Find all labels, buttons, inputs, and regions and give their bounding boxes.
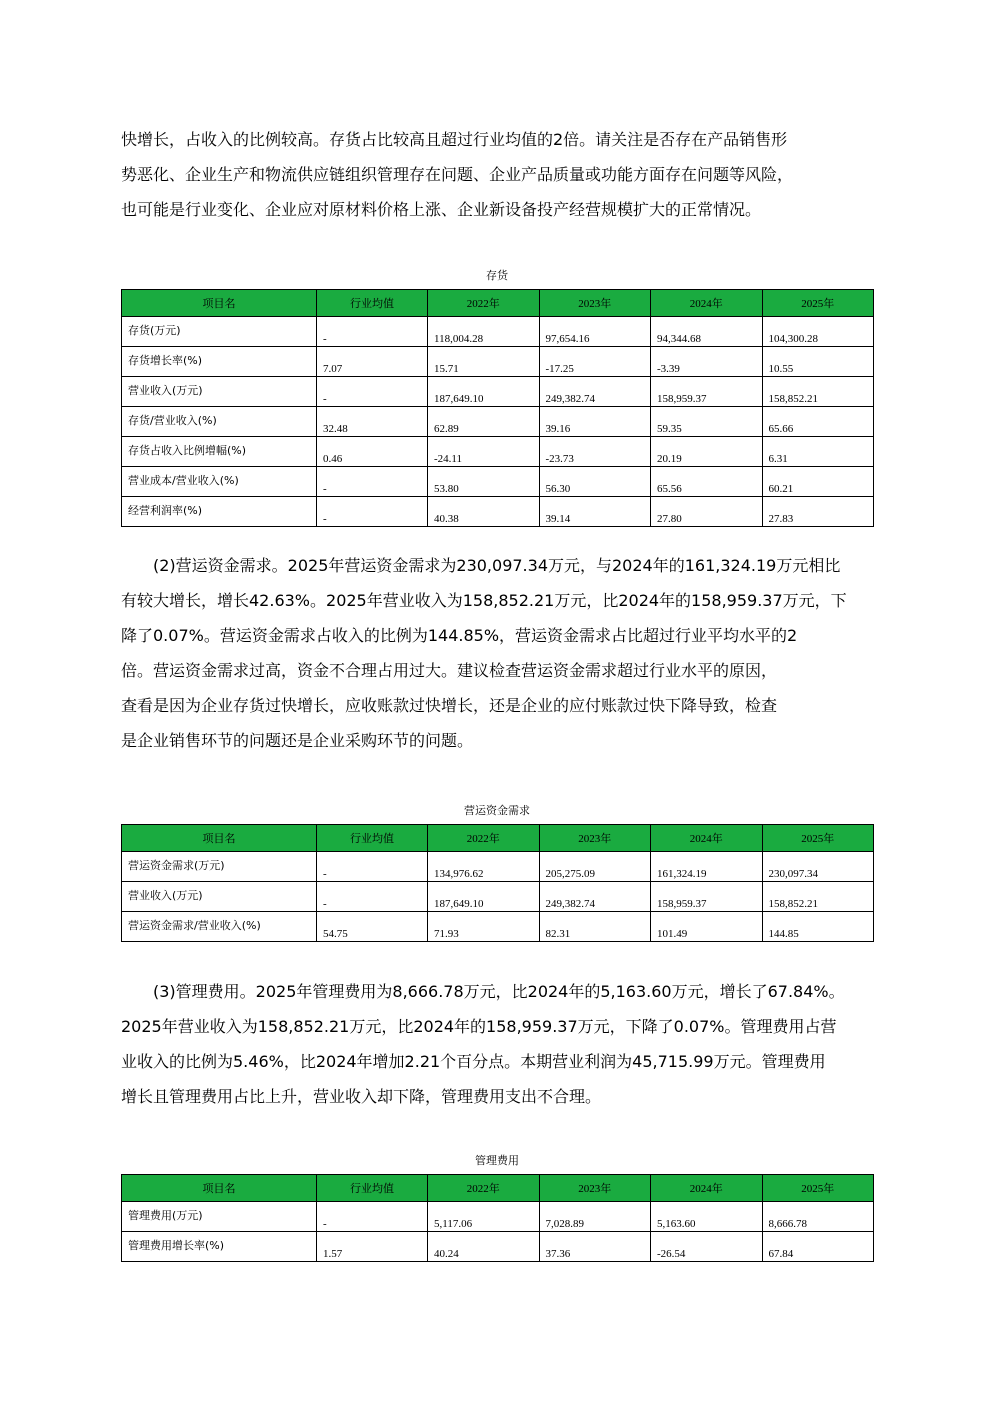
text-line: 快增长，占收入的比例较高。存货占比较高且超过行业均值的2倍。请关注是否存在产品销售形 <box>121 130 788 149</box>
table-cell: - <box>317 377 428 407</box>
table-row <box>122 407 874 437</box>
table-row <box>122 497 874 527</box>
table-cell: -23.73 <box>539 437 651 467</box>
table-cell: 15.71 <box>428 347 540 377</box>
table-cell: 1.57 <box>317 1232 428 1262</box>
header-cell: 2022年 <box>428 290 540 317</box>
table-cell: 161,324.19 <box>651 852 763 882</box>
table-cell: 187,649.10 <box>428 377 540 407</box>
row-label: 营业收入(万元) <box>122 882 317 912</box>
table-working-capital <box>121 824 874 942</box>
text-line: 势恶化、企业生产和物流供应链组织管理存在问题、企业产品质量或功能方面存在问题等风险， <box>121 165 794 184</box>
table-header-row <box>122 290 874 317</box>
table-caption-admin-expense: 管理费用 <box>475 1154 519 1167</box>
table-cell: 40.24 <box>428 1232 540 1262</box>
paragraph-inventory-analysis <box>121 122 873 227</box>
header-cell: 2023年 <box>539 290 651 317</box>
table-cell: 249,382.74 <box>539 377 651 407</box>
text-line: 业收入的比例为5.46%，比2024年增加2.21个百分点。本期营业利润为45,715.99万元。管理费用 <box>121 1052 826 1071</box>
header-cell: 项目名 <box>122 1175 317 1202</box>
table-inventory <box>121 289 874 527</box>
table-cell: 60.21 <box>762 467 874 497</box>
table-cell: 65.66 <box>762 407 874 437</box>
header-cell: 2023年 <box>539 825 651 852</box>
table-cell: 82.31 <box>539 912 651 942</box>
header-cell: 2024年 <box>651 825 763 852</box>
table-cell: 187,649.10 <box>428 882 540 912</box>
table-cell: 6.31 <box>762 437 874 467</box>
text-line: 2025年营业收入为158,852.21万元，比2024年的158,959.37万元，下降了0.07%。管理费用占营 <box>121 1017 837 1036</box>
header-cell: 2024年 <box>651 290 763 317</box>
text-line: (3)管理费用。2025年管理费用为8,666.78万元，比2024年的5,163.60万元，增长了67.84%。 <box>121 982 845 1001</box>
row-label: 营运资金需求(万元) <box>122 852 317 882</box>
row-label: 存货增长率(%) <box>122 347 317 377</box>
table-cell: 27.80 <box>651 497 763 527</box>
table-cell: 39.16 <box>539 407 651 437</box>
table-cell: 158,852.21 <box>762 882 874 912</box>
text-line: 是企业销售环节的问题还是企业采购环节的问题。 <box>121 731 474 750</box>
text-line: 也可能是行业变化、企业应对原材料价格上涨、企业新设备投产经营规模扩大的正常情况。 <box>121 200 762 219</box>
text-line: 有较大增长，增长42.63%。2025年营业收入为158,852.21万元，比2024年的158,959.37万元，下 <box>121 591 847 610</box>
table-row <box>122 852 874 882</box>
table-cell: 67.84 <box>762 1232 874 1262</box>
header-cell: 2025年 <box>762 825 874 852</box>
table-cell: 104,300.28 <box>762 317 874 347</box>
header-cell: 2023年 <box>539 1175 651 1202</box>
header-cell: 项目名 <box>122 825 317 852</box>
header-cell: 2024年 <box>651 1175 763 1202</box>
row-label: 营运资金需求/营业收入(%) <box>122 912 317 942</box>
table-cell: - <box>317 467 428 497</box>
table-cell: 53.80 <box>428 467 540 497</box>
table-cell: 5,163.60 <box>651 1202 763 1232</box>
row-label: 存货/营业收入(%) <box>122 407 317 437</box>
table-cell: 40.38 <box>428 497 540 527</box>
table-cell: - <box>317 882 428 912</box>
table-cell: -17.25 <box>539 347 651 377</box>
header-cell: 项目名 <box>122 290 317 317</box>
row-label: 存货占收入比例增幅(%) <box>122 437 317 467</box>
table-header-row <box>122 1175 874 1202</box>
table-cell: 39.14 <box>539 497 651 527</box>
table-row <box>122 882 874 912</box>
table-cell: 134,976.62 <box>428 852 540 882</box>
table-cell: - <box>317 852 428 882</box>
header-cell: 2022年 <box>428 1175 540 1202</box>
table-cell: 205,275.09 <box>539 852 651 882</box>
row-label: 营业收入(万元) <box>122 377 317 407</box>
table-cell: 27.83 <box>762 497 874 527</box>
table-cell: - <box>317 317 428 347</box>
table-cell: 32.48 <box>317 407 428 437</box>
table-row <box>122 437 874 467</box>
table-row <box>122 1202 874 1232</box>
table-cell: 8,666.78 <box>762 1202 874 1232</box>
table-cell: 71.93 <box>428 912 540 942</box>
text-line: 降了0.07%。营运资金需求占收入的比例为144.85%，营运资金需求占比超过行业平均水平的2 <box>121 626 798 645</box>
header-cell: 行业均值 <box>317 825 428 852</box>
table-cell: 158,852.21 <box>762 377 874 407</box>
text-line: 倍。营运资金需求过高，资金不合理占用过大。建议检查营运资金需求超过行业水平的原因， <box>121 661 778 680</box>
table-cell: 118,004.28 <box>428 317 540 347</box>
table-row <box>122 347 874 377</box>
table-cell: 7.07 <box>317 347 428 377</box>
table-cell: 5,117.06 <box>428 1202 540 1232</box>
header-cell: 2025年 <box>762 1175 874 1202</box>
row-label: 管理费用增长率(%) <box>122 1232 317 1262</box>
table-cell: 249,382.74 <box>539 882 651 912</box>
header-cell: 2025年 <box>762 290 874 317</box>
table-cell: 20.19 <box>651 437 763 467</box>
table-cell: 56.30 <box>539 467 651 497</box>
table-caption-working-capital: 营运资金需求 <box>464 804 530 817</box>
text-line: 查看是因为企业存货过快增长，应收账款过快增长，还是企业的应付账款过快下降导致，检查 <box>121 696 778 715</box>
table-cell: 54.75 <box>317 912 428 942</box>
table-cell: 94,344.68 <box>651 317 763 347</box>
table-cell: 101.49 <box>651 912 763 942</box>
text-line: 增长且管理费用占比上升，营业收入却下降，管理费用支出不合理。 <box>121 1087 602 1106</box>
table-row <box>122 317 874 347</box>
table-cell: 230,097.34 <box>762 852 874 882</box>
table-cell: 62.89 <box>428 407 540 437</box>
table-caption-inventory: 存货 <box>486 269 508 282</box>
table-row <box>122 912 874 942</box>
table-cell: -24.11 <box>428 437 540 467</box>
table-cell: 0.46 <box>317 437 428 467</box>
table-cell: 59.35 <box>651 407 763 437</box>
table-cell: 158,959.37 <box>651 377 763 407</box>
table-cell: 7,028.89 <box>539 1202 651 1232</box>
table-row <box>122 1232 874 1262</box>
table-cell: -3.39 <box>651 347 763 377</box>
header-cell: 行业均值 <box>317 290 428 317</box>
table-cell: 10.55 <box>762 347 874 377</box>
table-cell: 65.56 <box>651 467 763 497</box>
table-admin-expense <box>121 1174 874 1262</box>
row-label: 营业成本/营业收入(%) <box>122 467 317 497</box>
paragraph-working-capital-analysis <box>121 548 873 758</box>
table-cell: - <box>317 497 428 527</box>
header-cell: 行业均值 <box>317 1175 428 1202</box>
table-cell: 144.85 <box>762 912 874 942</box>
table-cell: 158,959.37 <box>651 882 763 912</box>
paragraph-admin-expense-analysis <box>121 974 873 1114</box>
text-line: (2)营运资金需求。2025年营运资金需求为230,097.34万元，与2024年的161,324.19万元相比 <box>121 556 841 575</box>
table-row <box>122 377 874 407</box>
table-cell: 97,654.16 <box>539 317 651 347</box>
table-cell: 37.36 <box>539 1232 651 1262</box>
table-row <box>122 467 874 497</box>
table-header-row <box>122 825 874 852</box>
row-label: 存货(万元) <box>122 317 317 347</box>
header-cell: 2022年 <box>428 825 540 852</box>
row-label: 管理费用(万元) <box>122 1202 317 1232</box>
table-cell: -26.54 <box>651 1232 763 1262</box>
row-label: 经营利润率(%) <box>122 497 317 527</box>
table-cell: - <box>317 1202 428 1232</box>
